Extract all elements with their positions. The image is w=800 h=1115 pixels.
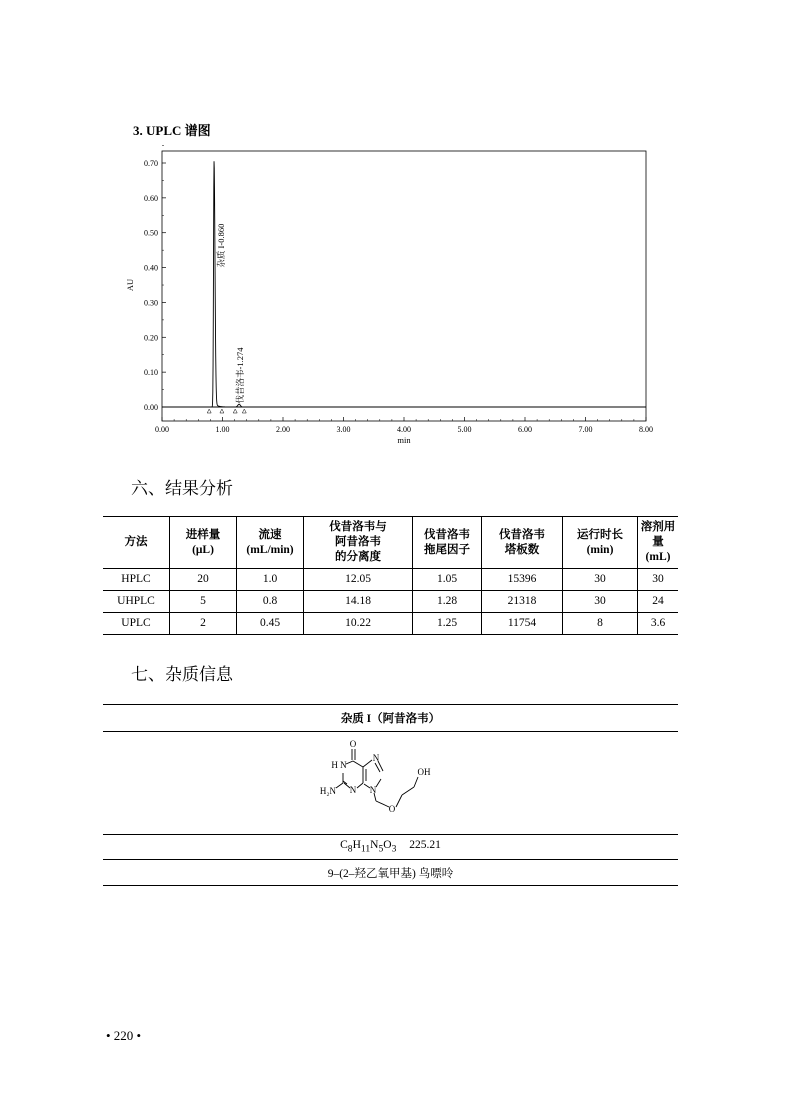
x-tick-label: 3.00: [336, 425, 351, 434]
header-solvent-usage: 溶剂用量 (mL): [638, 517, 679, 569]
atom-hn: H N: [330, 760, 347, 770]
table-row: [103, 732, 678, 835]
y-tick-label: 0.70: [144, 159, 158, 168]
y-tick-label: 0.30: [144, 298, 158, 308]
peak-marker-icon: [233, 409, 237, 413]
table-cell: 24: [638, 591, 679, 613]
x-axis-label: min: [397, 435, 411, 445]
formula-cell: [103, 835, 678, 860]
acyclovir-structure: [306, 735, 476, 831]
header-tailing-factor: 伐昔洛韦 拖尾因子: [413, 517, 482, 569]
table-cell: 1.0: [237, 569, 304, 591]
impurity-table: [103, 704, 678, 886]
page-number: • 220 •: [106, 1028, 142, 1043]
table-cell: HPLC: [103, 569, 170, 591]
table-row: [103, 613, 678, 635]
table-row: [103, 705, 678, 732]
table-cell: 8: [563, 613, 638, 635]
peak-marker-icon: [220, 409, 224, 413]
y-tick-label: 0.10: [144, 368, 158, 378]
table-cell: 15396: [482, 569, 563, 591]
y-tick-label: 0.40: [144, 263, 158, 273]
atom-o-chain: O: [388, 804, 395, 814]
x-axis: [155, 417, 653, 434]
table-row: [103, 569, 678, 591]
x-tick-label: 7.00: [578, 425, 593, 434]
y-tick-label: 0.50: [144, 228, 158, 238]
peak-marker-icon: [207, 409, 211, 413]
header-injection-volume: 进样量 (μL): [170, 517, 237, 569]
molecular-weight: 225.21: [409, 839, 441, 852]
y-axis-label: AU: [125, 278, 135, 292]
table-cell: 5: [170, 591, 237, 613]
structure-cell: [103, 732, 678, 835]
table-cell: 30: [638, 569, 679, 591]
table-cell: 2: [170, 613, 237, 635]
y-tick-label: 0.20: [144, 333, 158, 343]
table-cell: 3.6: [638, 613, 679, 635]
molecular-formula: $C_8H_{11}N_5O_3$: [340, 839, 397, 855]
y-axis: [144, 146, 166, 412]
x-tick-label: 6.00: [518, 425, 532, 434]
section-6-title: 六、结果分析: [131, 479, 233, 499]
table-cell: 21318: [482, 591, 563, 613]
atom-n-top: N: [372, 753, 379, 763]
table-cell: UPLC: [103, 613, 170, 635]
peak-label-valaciclovir: 伐昔洛韦-1.274: [235, 347, 246, 404]
table-cell: 0.45: [237, 613, 304, 635]
table-cell: 1.28: [413, 591, 482, 613]
atom-o-top: O: [349, 739, 356, 749]
table-cell: 1.05: [413, 569, 482, 591]
table-cell: 10.22: [304, 613, 413, 635]
table-cell: 20: [170, 569, 237, 591]
results-table: [103, 516, 678, 635]
chromatogram-trace: [198, 161, 295, 407]
atom-h2n: H₂N: [319, 786, 336, 796]
peak-label-impurity: 杂质 I-0.860: [216, 223, 227, 268]
table-cell: 0.8: [237, 591, 304, 613]
y-tick-label: 0.60: [144, 193, 158, 203]
atom-oh: OH: [417, 767, 430, 777]
table-row: [103, 835, 678, 860]
header-flow-rate: 流速 (mL/min): [237, 517, 304, 569]
atom-n-bottom: N: [349, 785, 356, 795]
table-row: [103, 591, 678, 613]
table-cell: 14.18: [304, 591, 413, 613]
table-cell: 30: [563, 569, 638, 591]
x-tick-label: 2.00: [276, 425, 290, 434]
header-plate-number: 伐昔洛韦 塔板数: [482, 517, 563, 569]
table-header-row: [103, 517, 678, 569]
x-tick-label: 5.00: [457, 425, 472, 434]
table-row: [103, 860, 678, 886]
table-cell: 30: [563, 591, 638, 613]
table-cell: UHPLC: [103, 591, 170, 613]
header-method: 方法: [103, 517, 170, 569]
chemical-name: 9–(2–羟乙氧甲基) 鸟嘌呤: [103, 860, 678, 886]
section-7-title: 七、杂质信息: [131, 665, 233, 685]
header-resolution: 伐昔洛韦与 阿昔洛韦 的分离度: [304, 517, 413, 569]
header-run-time: 运行时长 (min): [563, 517, 638, 569]
section-3-title: 3. UPLC 谱图: [133, 123, 211, 138]
table-cell: 11754: [482, 613, 563, 635]
impurity-name: 杂质 I（阿昔洛韦）: [340, 713, 441, 725]
y-tick-label: 0.00: [144, 403, 158, 412]
table-cell: 12.05: [304, 569, 413, 591]
peak-marker-icon: [242, 409, 246, 413]
x-tick-label: 1.00: [215, 425, 230, 434]
table-cell: 1.25: [413, 613, 482, 635]
atom-n-ring: N: [369, 785, 376, 795]
peak-markers: [207, 409, 246, 413]
x-tick-label: 4.00: [397, 425, 411, 434]
x-tick-label: 8.00: [639, 425, 653, 434]
uplc-chromatogram: [118, 145, 658, 450]
x-tick-label: 0.00: [155, 425, 169, 434]
